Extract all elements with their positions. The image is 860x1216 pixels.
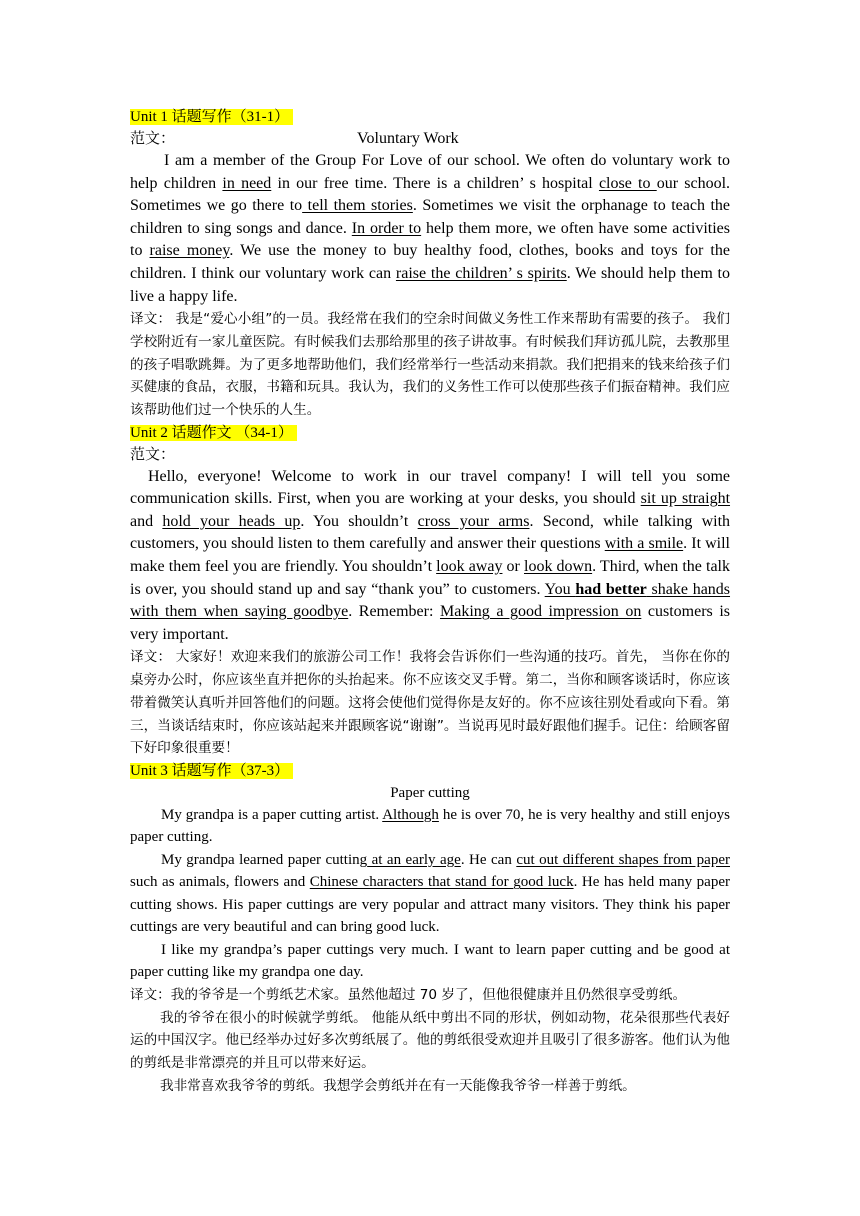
unit3-paragraph-2 — [130, 849, 730, 939]
unit1-essay — [130, 150, 730, 308]
underlined-phrase: look away — [436, 558, 503, 576]
unit3-translation-1: 译文：我的爷爷是一个剪纸艺术家。虽然他超过 70 岁了，但他很健康并且仍然很享受剪纸。 — [130, 986, 687, 1003]
underlined-phrase: had better — [575, 580, 647, 598]
text-run: . We should help them to live a happy life. — [130, 264, 730, 305]
text-run: I am a member of the Group For Love of our school. We often do voluntary work to help children — [130, 152, 730, 192]
document-content — [130, 106, 730, 1097]
text-run: I like my grandpa’s paper cuttings very much. I want to learn paper cutting and be good at paper cutting like my grandpa one day. — [130, 941, 730, 981]
text-run: . He has held many paper cutting shows. His paper cuttings are very popular and attract many visitors. They think his paper cuttings are very beautiful and can bring good luck. — [130, 874, 730, 936]
unit2-model-label: 范文： — [130, 446, 176, 463]
underlined-phrase: tell them stories — [302, 197, 413, 215]
underlined-phrase: look down — [524, 558, 593, 576]
unit1-essay-title: Voluntary Work — [357, 130, 459, 147]
text-run: . You shouldn’t — [300, 512, 418, 530]
text-run: . It will make them feel you are friendly. You shouldn’t — [130, 535, 730, 576]
underlined-phrase: at an early age — [367, 851, 461, 868]
text-run: . We use the money to buy healthy food, clothes, books and toys for the children. I think our voluntary work can — [130, 242, 730, 282]
underlined-phrase: in need — [222, 174, 272, 192]
unit1-translation: 译文： 我是“爱心小组”的一员。我经常在我们的空余时间做义务性工作来帮助有需要的孩子。 我们学校附近有一家儿童医院。有时候我们去那给那里的孩子讲故事。有时候我们拜访孤儿院，去教那里的孩子唱歌跳舞。为了更多地帮助他们，我们经常举行一些活动来捐款。我们把捐来的钱来给孩子们买健康的食品，衣服，书籍和玩具。我认为，我们的义务性工作可以使那些孩子们振奋精神。我们应该帮助他们过一个快乐的人生。 — [130, 311, 730, 418]
text-run: My grandpa is a paper cutting artist. — [161, 806, 383, 823]
unit3-essay-title: Paper cutting — [390, 784, 470, 801]
text-run: help them more, we often have some activities to — [130, 219, 730, 260]
underlined-phrase: raise the children’ s spirits — [395, 264, 567, 282]
unit2-essay — [130, 466, 730, 647]
text-run: or — [502, 558, 524, 576]
underlined-phrase: Making a good impression on — [439, 603, 642, 621]
unit2-label-row — [130, 444, 730, 466]
underlined-phrase: with a smile — [604, 535, 684, 553]
underlined-phrase: shake hands with them when saying goodbye — [130, 580, 731, 621]
underlined-phrase: You — [544, 580, 576, 598]
text-run: in our free time. There is a children’ s hospital — [271, 174, 599, 192]
unit3-translation-3: 我非常喜欢我爷爷的剪纸。我想学会剪纸并在有一天能像我爷爷一样善于剪纸。 — [160, 1077, 636, 1094]
text-run: . Remember: — [348, 603, 440, 621]
text-run: . Second, while talking with customers, you should listen to them carefully and answer their questions — [130, 512, 731, 553]
unit3-translation-2: 我的爷爷在很小的时候就学剪纸。 他能从纸中剪出不同的形状，例如动物，花朵很那些代表好运的中国汉字。他已经举办过好多次剪纸展了。他的剪纸很受欢迎并且吸引了很多游客。他们认为他的剪纸是非常漂亮的并且可以带来好运。 — [130, 1009, 730, 1072]
text-run: . Third, when the talk is over, you should stand up and say “thank you” to customers. — [130, 558, 730, 598]
unit1-heading-highlight: Unit 1 话题写作（31-1） — [130, 109, 293, 125]
underlined-phrase: Chinese characters that stand for good luck — [309, 874, 574, 891]
unit2-translation: 译文： 大家好！欢迎来我们的旅游公司工作！我将会告诉你们一些沟通的技巧。首先， 当你在你的桌旁办公时，你应该坐直并把你的头抬起来。你不应该交叉手臂。第二，当你和顾客谈话时，你应该带着微笑认真听并回答他们的问题。这将会使他们觉得你是友好的。你不应该往别处看或向下看。第三，当谈话结束时，你应该站起来并跟顾客说“谢谢”。当说再见时最好跟他们握手。记住：给顾客留下好印象很重要！ — [130, 649, 730, 757]
unit1-heading — [130, 106, 730, 128]
text-run: . He can — [460, 851, 517, 868]
text-run: Hello, everyone! Welcome to work in our travel company! I will tell you some communication skills. First, when you are working at your desks, you should — [130, 467, 730, 508]
text-run: My grandpa learned paper cutting — [161, 851, 368, 868]
underlined-phrase: raise money — [149, 242, 230, 260]
underlined-phrase: Although — [382, 806, 439, 823]
text-run: he is over 70, he is very healthy and still enjoys paper cutting. — [130, 806, 730, 846]
unit1-label-row — [130, 128, 730, 150]
unit1-model-label: 范文： — [130, 131, 176, 147]
text-run: . Sometimes we visit the orphanage to teach the children to sing songs and dance. — [130, 197, 731, 237]
text-run: such as animals, flowers and — [130, 874, 310, 891]
unit3-paragraph-3 — [130, 939, 730, 984]
underlined-phrase: sit up straight — [640, 490, 731, 508]
unit3-paragraph-1 — [130, 804, 730, 849]
text-run: and — [130, 512, 163, 530]
underlined-phrase: hold your heads up — [162, 512, 301, 530]
unit3-heading-highlight: Unit 3 话题写作（37-3） — [130, 763, 293, 779]
text-run: our school. Sometimes we go there to — [130, 174, 731, 215]
unit2-heading — [130, 422, 730, 444]
unit2-heading-highlight: Unit 2 话题作文 （34-1） — [130, 425, 297, 441]
underlined-phrase: cut out different shapes from paper — [516, 851, 730, 868]
underlined-phrase: cross your arms — [417, 512, 530, 530]
underlined-phrase: In order to — [351, 219, 422, 237]
underlined-phrase: close to — [598, 174, 657, 192]
unit3-heading — [130, 760, 730, 782]
text-run: customers is very important. — [130, 603, 730, 643]
